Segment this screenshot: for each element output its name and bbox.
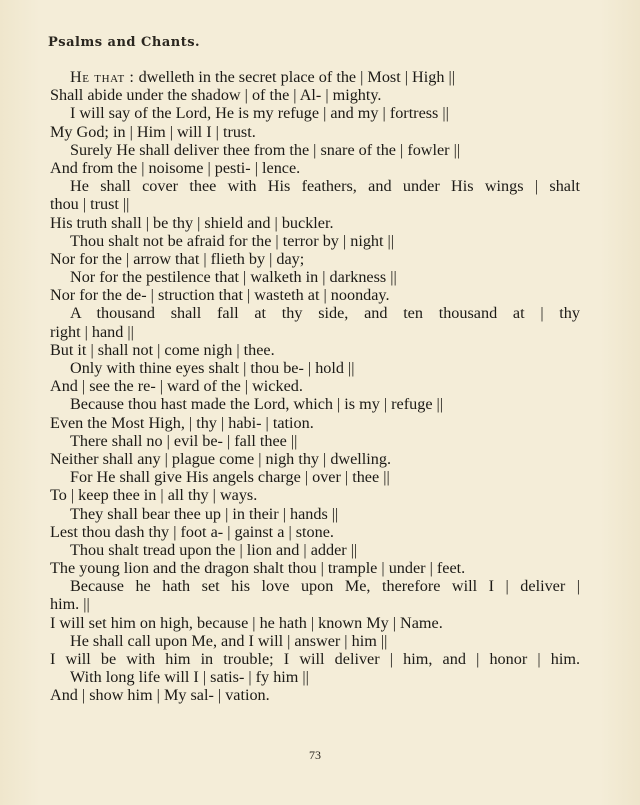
verse-line: But it | shall not | come nigh | thee. (50, 340, 275, 359)
verse-line: And | see the re- | ward of the | wicked. (50, 377, 303, 396)
verse-line: Neither shall any | plague come | nigh thy | dwelling. (50, 449, 392, 468)
verse-line: A thousand shall fall at thy side, and ten thousand at | thy (70, 304, 580, 323)
verse-line: Nor for the pestilence that | walketh in | darkness || (70, 268, 397, 287)
running-head: Psalms and Chants. (48, 35, 201, 50)
verse-line: He shall cover thee with His feathers, and under His wings | shalt (70, 177, 580, 196)
verse-lead-small-caps: He that : (70, 68, 135, 86)
verse-line: My God; in | Him | will I | trust. (50, 122, 256, 141)
verse-line: Only with thine eyes shalt | thou be- | hold || (70, 359, 355, 377)
verse-line: I will set him on high, because | he hath | known My | Name. (50, 613, 443, 632)
verse-line: His truth shall | be thy | shield and | buckler. (50, 213, 334, 232)
page-number: 73 (309, 748, 321, 762)
verse-line: I will be with him in trouble; I will deliver | him, and | honor | him. (50, 650, 580, 668)
verse-line: For He shall give His angels charge | over | thee || (70, 468, 390, 487)
verse-line: Shall abide under the shadow | of the | Al- | mighty. (50, 86, 382, 105)
verse-line: He shall call upon Me, and I will | answer | him || (70, 631, 388, 650)
verse-line: Because he hath set his love upon Me, therefore will I | deliver | (70, 577, 580, 596)
verse-line: With long life will I | satis- | fy him || (70, 668, 309, 687)
verse-line: And from the | noisome | pesti- | lence. (50, 158, 301, 177)
verse-line: Even the Most High, | thy | habi- | tation. (50, 413, 314, 432)
verse-line: The young lion and the dragon shalt thou | trample | under | feet. (50, 559, 466, 578)
verse-line: him. || (50, 595, 90, 614)
verse-line: Because thou hast made the Lord, which | is my | refuge || (70, 395, 444, 414)
verse-line: They shall bear thee up | in their | hands || (70, 504, 339, 523)
verse-line: Lest thou dash thy | foot a- | gainst a | stone. (50, 522, 334, 541)
verse-line: I will say of the Lord, He is my refuge | and my | fortress || (70, 104, 449, 123)
verse-line: right | hand || (50, 322, 134, 341)
verse-line: Nor for the | arrow that | flieth by | day; (50, 249, 305, 268)
verse-line: To | keep thee in | all thy | ways. (50, 486, 258, 505)
verse-line: Thou shalt tread upon the | lion and | adder || (70, 540, 358, 559)
verse-line: And | show him | My sal- | vation. (50, 686, 270, 705)
verse-line: He that : dwelleth in the secret place of the | Most | High || (70, 68, 455, 86)
verse-line: Surely He shall deliver thee from the | snare of the | fowler || (70, 140, 461, 159)
verse-line: thou | trust || (50, 195, 130, 214)
psalm-text (50, 68, 580, 705)
verse-line: Nor for the de- | struction that | wasteth at | noonday. (50, 286, 390, 305)
verse-line: There shall no | evil be- | fall thee || (70, 431, 298, 450)
verse-line: Thou shalt not be afraid for the | terror by | night || (70, 231, 395, 250)
